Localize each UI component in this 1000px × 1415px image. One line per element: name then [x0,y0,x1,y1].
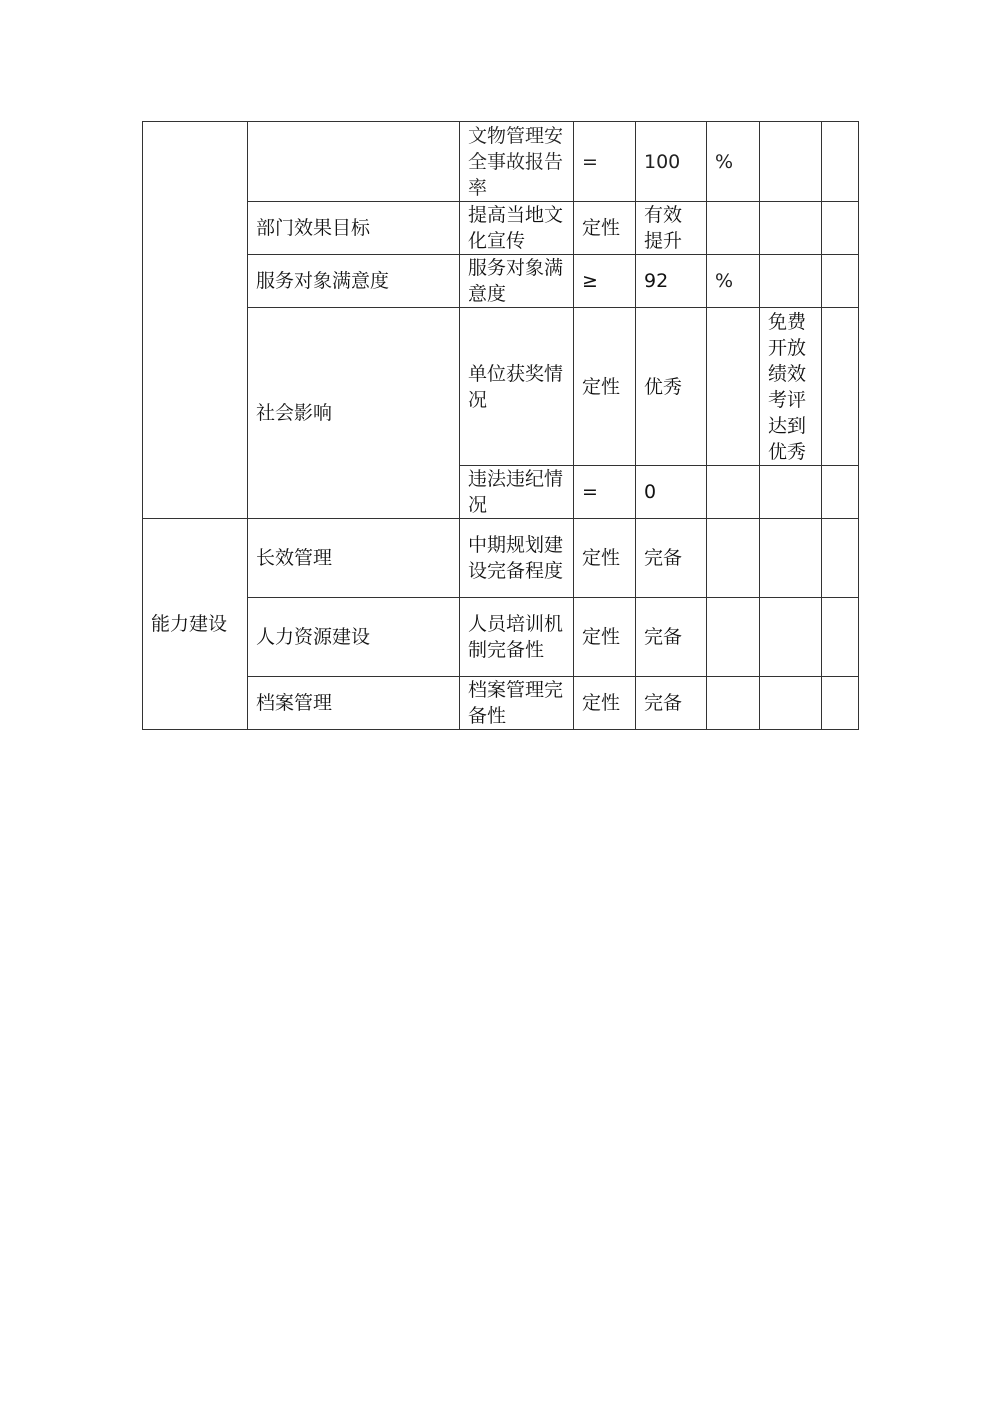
operator-cell: ≥ [574,255,636,308]
indicator-cell: 文物管理安全事故报告率 [460,122,574,202]
note-cell [760,598,822,677]
unit-cell [707,677,760,730]
table-row [143,202,859,255]
indicator-cell: 人员培训机制完备性 [460,598,574,677]
indicator-cell: 单位获奖情况 [460,308,574,466]
table-row [143,122,859,202]
note-cell [760,202,822,255]
value-cell: 有效提升 [636,202,707,255]
operator-cell: = [574,466,636,519]
note-cell [760,466,822,519]
value-cell: 完备 [636,519,707,598]
extra-cell [822,466,859,519]
extra-cell [822,122,859,202]
unit-cell [707,466,760,519]
value-cell: 92 [636,255,707,308]
secondary-indicator-cell: 部门效果目标 [248,202,460,255]
operator-cell: = [574,122,636,202]
table-row [143,308,859,466]
table-row [143,519,859,598]
note-cell [760,519,822,598]
extra-cell [822,598,859,677]
extra-cell [822,202,859,255]
extra-cell [822,677,859,730]
value-cell: 100 [636,122,707,202]
table-row [143,255,859,308]
secondary-indicator-cell: 档案管理 [248,677,460,730]
unit-cell: % [707,255,760,308]
indicator-cell: 中期规划建设完备程度 [460,519,574,598]
indicator-cell: 服务对象满意度 [460,255,574,308]
value-cell: 完备 [636,598,707,677]
unit-cell [707,308,760,466]
extra-cell [822,255,859,308]
operator-cell: 定性 [574,308,636,466]
secondary-indicator-cell: 长效管理 [248,519,460,598]
note-cell [760,677,822,730]
performance-indicator-table [142,121,859,730]
operator-cell: 定性 [574,202,636,255]
table-row [143,598,859,677]
unit-cell [707,202,760,255]
operator-cell: 定性 [574,677,636,730]
value-cell: 0 [636,466,707,519]
indicator-cell: 提高当地文化宣传 [460,202,574,255]
secondary-indicator-cell [248,122,460,202]
note-cell [760,122,822,202]
value-cell: 完备 [636,677,707,730]
unit-cell: % [707,122,760,202]
unit-cell [707,519,760,598]
note-cell [760,255,822,308]
operator-cell: 定性 [574,519,636,598]
extra-cell [822,308,859,466]
operator-cell: 定性 [574,598,636,677]
secondary-indicator-cell: 服务对象满意度 [248,255,460,308]
indicator-cell: 档案管理完备性 [460,677,574,730]
secondary-indicator-cell: 人力资源建设 [248,598,460,677]
table-row [143,677,859,730]
unit-cell [707,598,760,677]
value-cell: 优秀 [636,308,707,466]
indicator-cell: 违法违纪情况 [460,466,574,519]
primary-indicator-cell: 能力建设 [143,519,248,730]
secondary-indicator-cell: 社会影响 [248,308,460,519]
note-cell: 免费开放绩效考评达到优秀 [760,308,822,466]
extra-cell [822,519,859,598]
primary-indicator-cell [143,122,248,519]
